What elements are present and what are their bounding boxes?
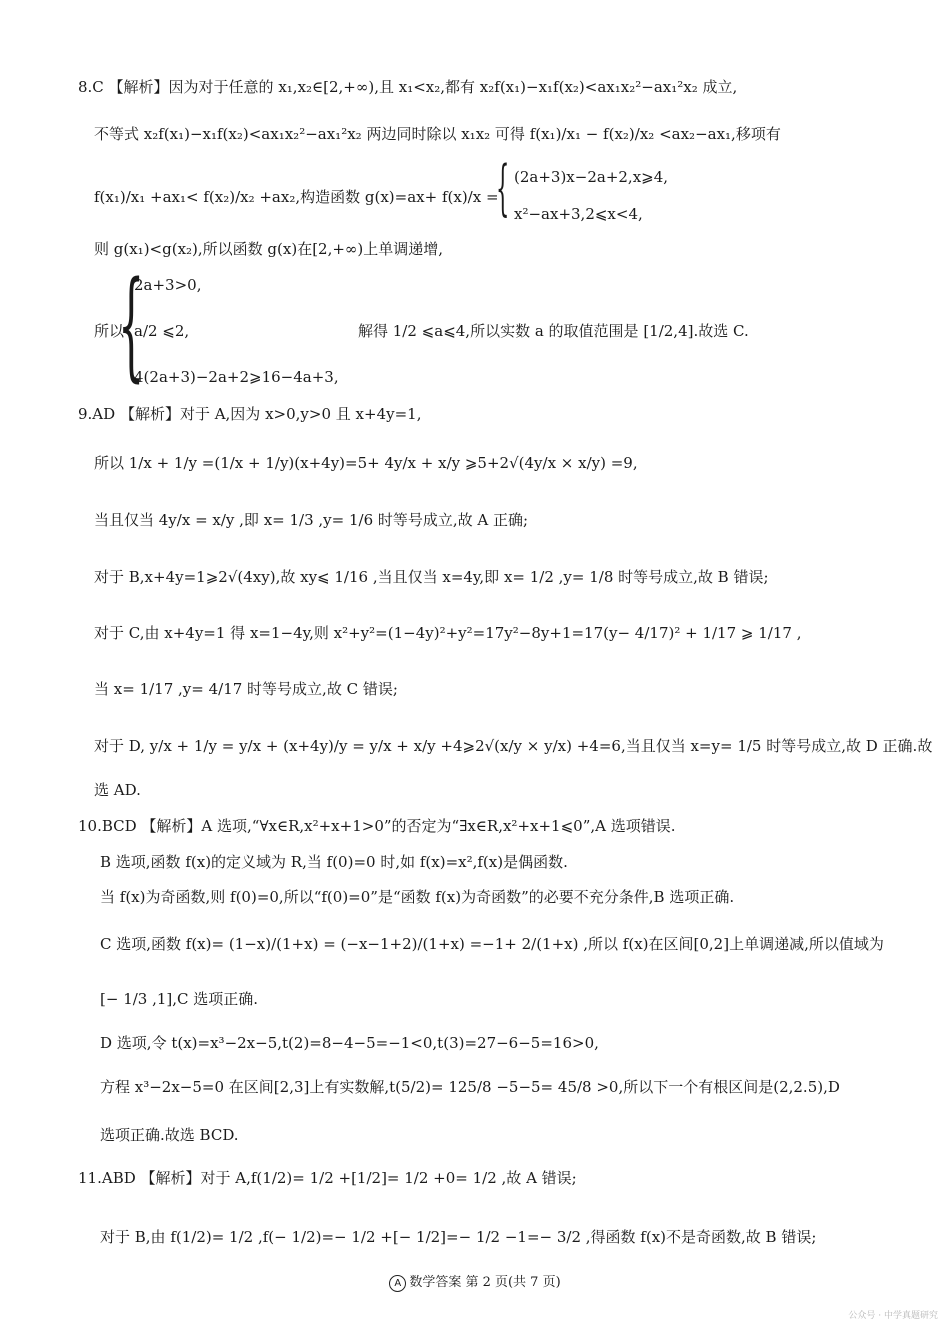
q9-line6: 当 x= 1/17 ,y= 4/17 时等号成立,故 C 错误; <box>94 680 398 698</box>
q8-piecewise-brace: { <box>496 153 510 223</box>
paper-version-badge: A <box>389 1275 406 1292</box>
q9-line1: 9.AD 【解析】对于 A,因为 x>0,y>0 且 x+4y=1, <box>78 405 422 423</box>
q8-line1: 8.C 【解析】因为对于任意的 x₁,x₂∈[2,+∞),且 x₁<x₂,都有 x₂f(x₁)−x₁f(x₂)<ax₁x₂²−ax₁²x₂ 成立, <box>78 78 738 96</box>
page-number-text: 数学答案 第 2 页(共 7 页) <box>409 1275 561 1290</box>
q8-case1: (2a+3)x−2a+2,x⩾4, <box>514 168 669 186</box>
q11-line2: 对于 B,由 f(1/2)= 1/2 ,f(− 1/2)=− 1/2 +[− 1/2]=− 1/2 −1=− 3/2 ,得函数 f(x)不是奇函数,故 B 错误; <box>100 1228 817 1246</box>
page-footer <box>0 1271 950 1292</box>
q9-line2: 所以 1/x + 1/y =(1/x + 1/y)(x+4y)=5+ 4y/x + x/y ⩾5+2√(4y/x × x/y) =9, <box>94 454 638 472</box>
q9-line4: 对于 B,x+4y=1⩾2√(4xy),故 xy⩽ 1/16 ,当且仅当 x=4y,即 x= 1/2 ,y= 1/8 时等号成立,故 B 错误; <box>94 568 769 586</box>
q8-system-3: 4(2a+3)−2a+2⩾16−4a+3, <box>134 368 339 386</box>
q8-system-2: a/2 ⩽2, <box>134 322 190 340</box>
q10-line5: [− 1/3 ,1],C 选项正确. <box>100 990 259 1008</box>
q8-line3: f(x₁)/x₁ +ax₁< f(x₂)/x₂ +ax₂,构造函数 g(x)=ax+ f(x)/x = <box>94 188 499 206</box>
q8-system-brace: { <box>118 255 145 393</box>
q9-line5: 对于 C,由 x+4y=1 得 x=1−4y,则 x²+y²=(1−4y)²+y²=17y²−8y+1=17(y− 4/17)² + 1/17 ⩾ 1/17 , <box>94 624 802 642</box>
q10-line4: C 选项,函数 f(x)= (1−x)/(1+x) = (−x−1+2)/(1+x) =−1+ 2/(1+x) ,所以 f(x)在区间[0,2]上单调递减,所以值域为 <box>100 935 884 953</box>
q10-line2: B 选项,函数 f(x)的定义域为 R,当 f(0)=0 时,如 f(x)=x²,f(x)是偶函数. <box>100 853 568 871</box>
q10-line8: 选项正确.故选 BCD. <box>100 1126 239 1144</box>
watermark: 公众号 · 中学真题研究 <box>848 1311 938 1321</box>
q9-line7: 对于 D, y/x + 1/y = y/x + (x+4y)/y = y/x + x/y +4⩾2√(x/y × y/x) +4=6,当且仅当 x=y= 1/5 时等号成立,故 D 正确.故 <box>94 737 933 755</box>
q8-system-1: 2a+3>0, <box>134 276 202 294</box>
q8-system-prefix: 所以 <box>94 322 125 340</box>
q10-line7: 方程 x³−2x−5=0 在区间[2,3]上有实数解,t(5/2)= 125/8 −5−5= 45/8 >0,所以下一个有根区间是(2,2.5),D <box>100 1078 840 1096</box>
q8-case2: x²−ax+3,2⩽x<4, <box>514 205 643 223</box>
q10-line3: 当 f(x)为奇函数,则 f(0)=0,所以“f(0)=0”是“函数 f(x)为奇函数”的必要不充分条件,B 选项正确. <box>100 888 735 906</box>
q11-line1: 11.ABD 【解析】对于 A,f(1/2)= 1/2 +[1/2]= 1/2 +0= 1/2 ,故 A 错误; <box>78 1169 577 1187</box>
q8-line4: 则 g(x₁)<g(x₂),所以函数 g(x)在[2,+∞)上单调递增, <box>94 240 444 258</box>
q8-result: 解得 1/2 ⩽a⩽4,所以实数 a 的取值范围是 [1/2,4].故选 C. <box>358 322 749 340</box>
q9-line8: 选 AD. <box>94 781 141 799</box>
q10-line1: 10.BCD 【解析】A 选项,“∀x∈R,x²+x+1>0”的否定为“∃x∈R,x²+x+1⩽0”,A 选项错误. <box>78 817 676 835</box>
q9-line3: 当且仅当 4y/x = x/y ,即 x= 1/3 ,y= 1/6 时等号成立,故 A 正确; <box>94 511 529 529</box>
q8-line2: 不等式 x₂f(x₁)−x₁f(x₂)<ax₁x₂²−ax₁²x₂ 两边同时除以 x₁x₂ 可得 f(x₁)/x₁ − f(x₂)/x₂ <ax₂−ax₁,移项有 <box>94 125 781 143</box>
q10-line6: D 选项,令 t(x)=x³−2x−5,t(2)=8−4−5=−1<0,t(3)=27−6−5=16>0, <box>100 1034 599 1052</box>
